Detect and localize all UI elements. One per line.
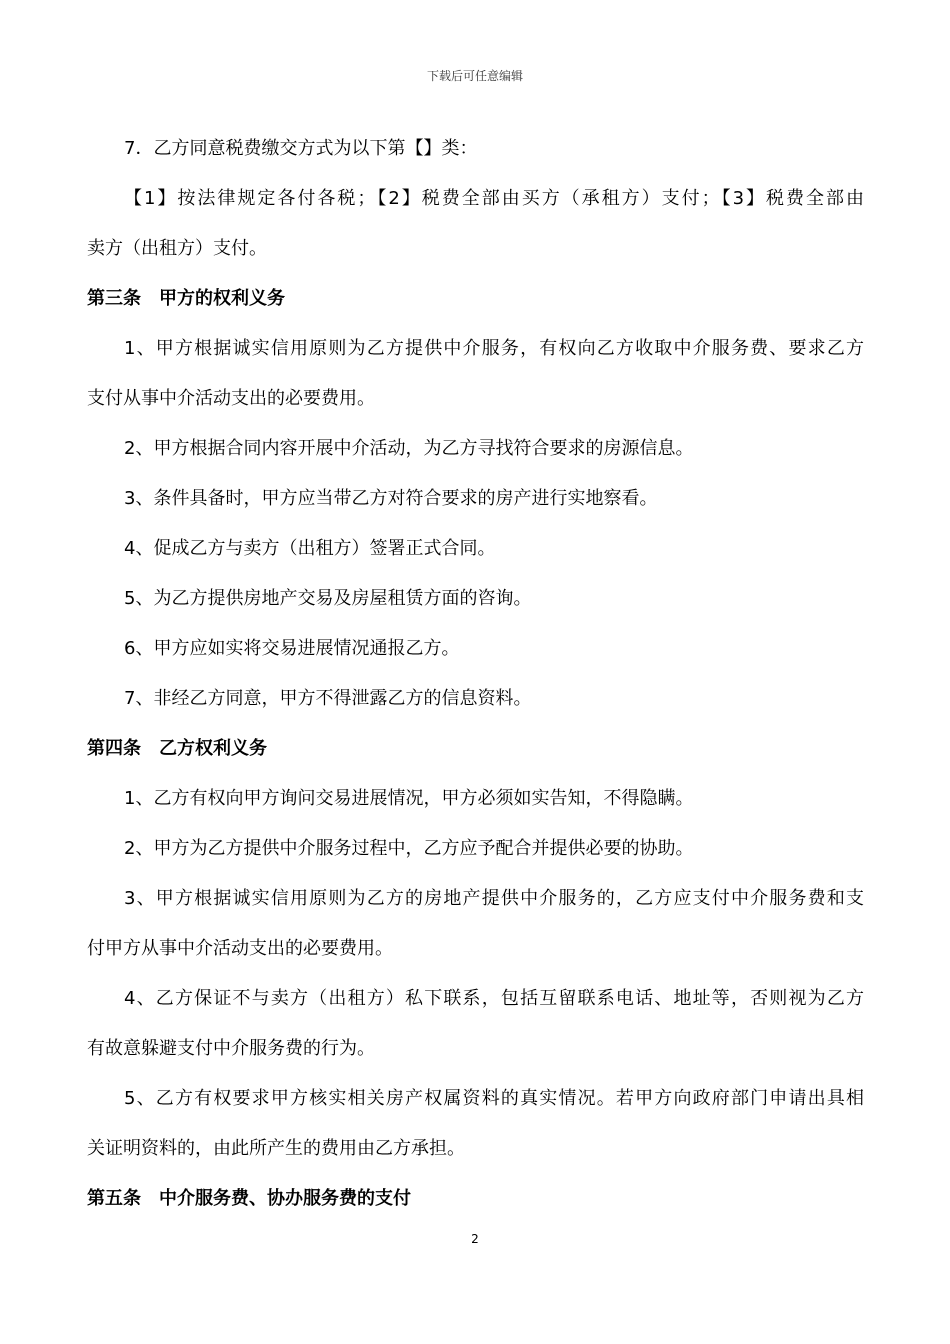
paragraph-line: 5、为乙方提供房地产交易及房屋租赁方面的咨询。 xyxy=(124,588,532,609)
tax-payment-choice xyxy=(87,124,864,174)
paragraph-line: 卖方（出租方）支付。 xyxy=(87,238,267,259)
paragraph-line: 付甲方从事中介活动支出的必要费用。 xyxy=(87,938,393,959)
paragraph-line: 关证明资料的，由此所产生的费用由乙方承担。 xyxy=(87,1138,465,1159)
article-4-title: 第四条 乙方权利义务 xyxy=(87,738,267,759)
article-3-item-5 xyxy=(87,574,864,624)
article-3-item-4 xyxy=(87,524,864,574)
paragraph-line: 4、促成乙方与卖方（出租方）签署正式合同。 xyxy=(124,538,496,559)
article-4-item-1 xyxy=(87,774,864,824)
article-3-item-7 xyxy=(87,674,864,724)
document-body xyxy=(87,124,864,1224)
article-3-item-2 xyxy=(87,424,864,474)
article-5-title: 第五条 中介服务费、协办服务费的支付 xyxy=(87,1188,411,1209)
paragraph-line: 2、甲方为乙方提供中介服务过程中，乙方应予配合并提供必要的协助。 xyxy=(124,838,694,859)
paragraph-line: 【1】按法律规定各付各税；【2】税费全部由买方（承租方）支付；【3】税费全部由 xyxy=(124,188,864,209)
article-4-item-4 xyxy=(87,974,864,1074)
page-header: 下载后可任意编辑 xyxy=(426,69,523,83)
article-4-item-3 xyxy=(87,874,864,974)
article-4-item-2 xyxy=(87,824,864,874)
paragraph-line: 1、甲方根据诚实信用原则为乙方提供中介服务，有权向乙方收取中介服务费、要求乙方 xyxy=(124,338,864,359)
paragraph-line: 有故意躲避支付中介服务费的行为。 xyxy=(87,1038,375,1059)
paragraph-line: 3、甲方根据诚实信用原则为乙方的房地产提供中介服务的，乙方应支付中介服务费和支 xyxy=(124,888,864,909)
paragraph-line: 1、乙方有权向甲方询问交易进展情况，甲方必须如实告知，不得隐瞒。 xyxy=(124,788,694,809)
paragraph-line: 5、乙方有权要求甲方核实相关房产权属资料的真实情况。若甲方向政府部门申请出具相 xyxy=(124,1088,864,1109)
paragraph-line: 4、乙方保证不与卖方（出租方）私下联系，包括互留联系电话、地址等，否则视为乙方 xyxy=(124,988,864,1009)
paragraph-line: 6、甲方应如实将交易进展情况通报乙方。 xyxy=(124,638,460,659)
article-3-title: 第三条 甲方的权利义务 xyxy=(87,288,285,309)
page-number: 2 xyxy=(471,1232,479,1246)
article-3-item-1 xyxy=(87,324,864,424)
paragraph-line: 支付从事中介活动支出的必要费用。 xyxy=(87,388,375,409)
article-4-item-5 xyxy=(87,1074,864,1174)
paragraph-line: 7、非经乙方同意，甲方不得泄露乙方的信息资料。 xyxy=(124,688,532,709)
paragraph-line: 7．乙方同意税费缴交方式为以下第【】类： xyxy=(124,138,478,159)
tax-payment-options xyxy=(87,174,864,274)
paragraph-line: 2、甲方根据合同内容开展中介活动，为乙方寻找符合要求的房源信息。 xyxy=(124,438,694,459)
article-3-item-6 xyxy=(87,624,864,674)
paragraph-line: 3、条件具备时，甲方应当带乙方对符合要求的房产进行实地察看。 xyxy=(124,488,658,509)
article-3-item-3 xyxy=(87,474,864,524)
